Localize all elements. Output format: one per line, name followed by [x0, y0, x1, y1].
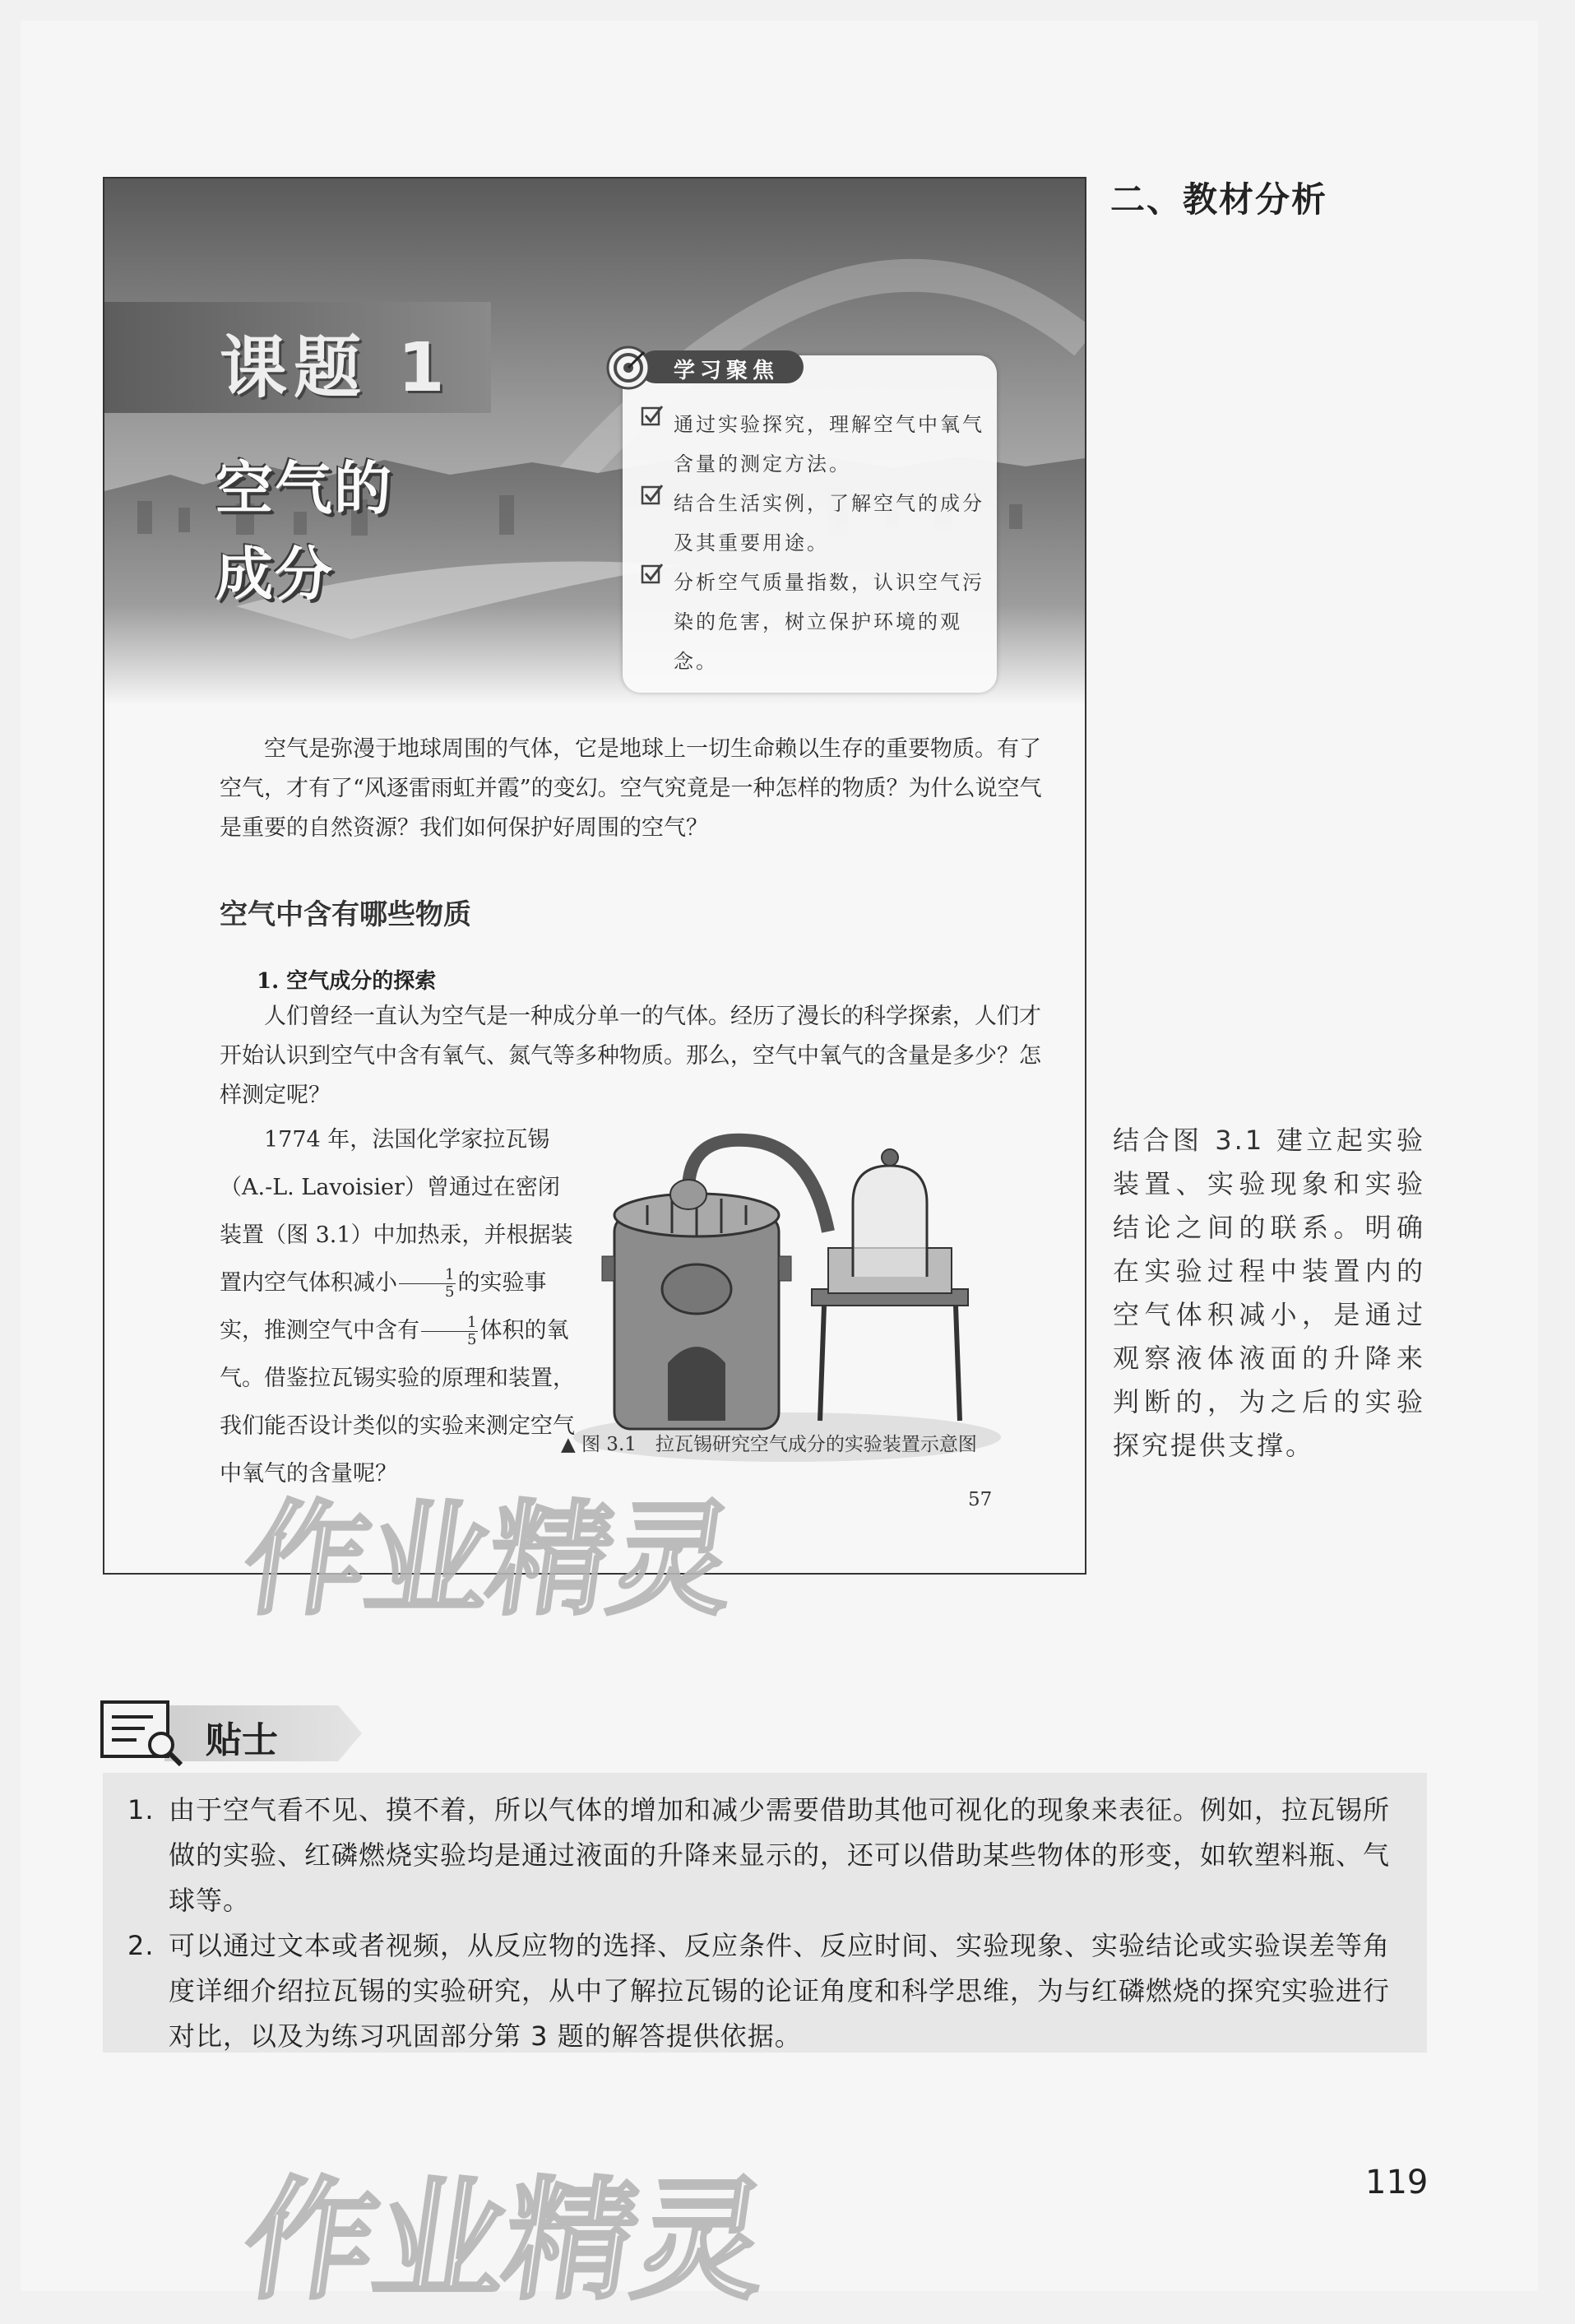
lavoisier-text-c: 体积的氧气。借鉴拉瓦锡实验的原理和装置，我们能否设计类似的实验来测定空气中氧气的含量呢？ — [220, 1318, 575, 1487]
target-icon — [606, 346, 651, 390]
document-search-icon — [99, 1699, 189, 1769]
topic-title-line: 成分 — [215, 540, 334, 608]
learning-focus-item — [641, 405, 986, 484]
tip-item — [127, 1788, 1411, 1923]
learning-focus-item — [641, 563, 986, 681]
tips-list — [127, 1788, 1411, 2059]
intro-paragraph: 空气是弥漫于地球周围的气体，它是地球上一切生命赖以生存的重要物质。有了空气，才有了“风逐雷雨虹并霞”的变幻。空气究竟是一种怎样的物质？为什么说空气是重要的自然资源？我们如何保护好周围的空气？ — [220, 736, 1042, 841]
learning-focus-text: 分析空气质量指数，认识空气污染的危害，树立保护环境的观念。 — [674, 571, 984, 673]
section-heading: 二、教材分析 — [1110, 179, 1328, 220]
textbook-page-number: 57 — [968, 1489, 993, 1510]
learning-focus-label: 学习聚焦 — [674, 359, 780, 383]
learning-focus-item — [641, 484, 986, 563]
textbook-page-excerpt — [103, 177, 1086, 1575]
checkbox-checked-icon — [641, 563, 664, 586]
subheading: 空气中含有哪些物质 — [220, 898, 471, 931]
figure-caption: ▲ 图 3.1 拉瓦锡研究空气成分的实验装置示意图 — [561, 1434, 977, 1455]
fraction-denominator: 5 — [445, 1283, 455, 1301]
tip-number: 2. — [127, 1930, 155, 1961]
subsection-title: 1. 空气成分的探索 — [257, 969, 437, 994]
learning-focus-text: 通过实验探究，理解空气中氧气含量的测定方法。 — [674, 413, 984, 475]
fraction-one-fifth — [421, 1315, 478, 1348]
lavoisier-paragraph — [220, 1116, 581, 1498]
topic-number: 课题 1 — [220, 329, 452, 407]
page-number: 119 — [1365, 2164, 1429, 2201]
learning-focus-card — [623, 355, 997, 693]
topic-title — [215, 446, 429, 617]
tips-header — [99, 1699, 378, 1769]
lavoisier-text-b: 的实验事实，推测空气中含有 — [220, 1270, 547, 1343]
exploration-paragraph: 人们曾经一直认为空气是一种成分单一的气体。经历了漫长的科学探索，人们才开始认识到空气中含有氧气、氮气等多种物质。那么，空气中氧气的含量是多少？怎样测定呢？ — [220, 1004, 1041, 1108]
learning-focus-header — [606, 346, 812, 390]
learning-focus-text: 结合生活实例，了解空气的成分及其重要用途。 — [674, 492, 984, 554]
lavoisier-text-a: 1774 年，法国化学家拉瓦锡（A.-L. Lavoisier）曾通过在密闭装置（图 3.1）中加热汞，并根据装置内空气体积减小 — [220, 1127, 573, 1296]
watermark: 作业精灵 — [234, 1489, 743, 1632]
watermark: 作业精灵 — [234, 2164, 776, 2317]
checkbox-checked-icon — [641, 405, 664, 428]
hero-image — [104, 179, 1085, 705]
tips-label: 贴士 — [206, 1719, 278, 1761]
topic-title-line: 空气的 — [215, 455, 393, 522]
analysis-note: 结合图 3.1 建立起实验装置、实验现象和实验结论之间的联系。明确在实验过程中装置内的空气体积减小，是通过观察液体液面的升降来判断的，为之后的实验探究提供支撑。 — [1113, 1125, 1425, 1461]
learning-focus-list — [641, 405, 986, 681]
fraction-numerator: 1 — [399, 1267, 456, 1284]
tip-number: 1. — [127, 1794, 155, 1825]
checkbox-checked-icon — [641, 484, 664, 507]
tip-item — [127, 1923, 1411, 2059]
fraction-denominator: 5 — [467, 1331, 477, 1348]
fraction-numerator: 1 — [421, 1315, 478, 1332]
tips-box — [103, 1773, 1427, 2053]
lavoisier-apparatus-image — [565, 1116, 1026, 1478]
tip-text: 可以通过文本或者视频，从反应物的选择、反应条件、反应时间、实验现象、实验结论或实验误差等角度详细介绍拉瓦锡的实验研究，从中了解拉瓦锡的论证角度和科学思维，为与红磷燃烧的探究实验进行对比，以及为练习巩固部分第 3 题的解答提供依据。 — [169, 1930, 1391, 2052]
fraction-one-fifth — [399, 1267, 456, 1301]
tip-text: 由于空气看不见、摸不着，所以气体的增加和减少需要借助其他可视化的现象来表征。例如，拉瓦锡所做的实验、红磷燃烧实验均是通过液面的升降来显示的，还可以借助某些物体的形变，如软塑料瓶、气球等。 — [169, 1794, 1391, 1916]
